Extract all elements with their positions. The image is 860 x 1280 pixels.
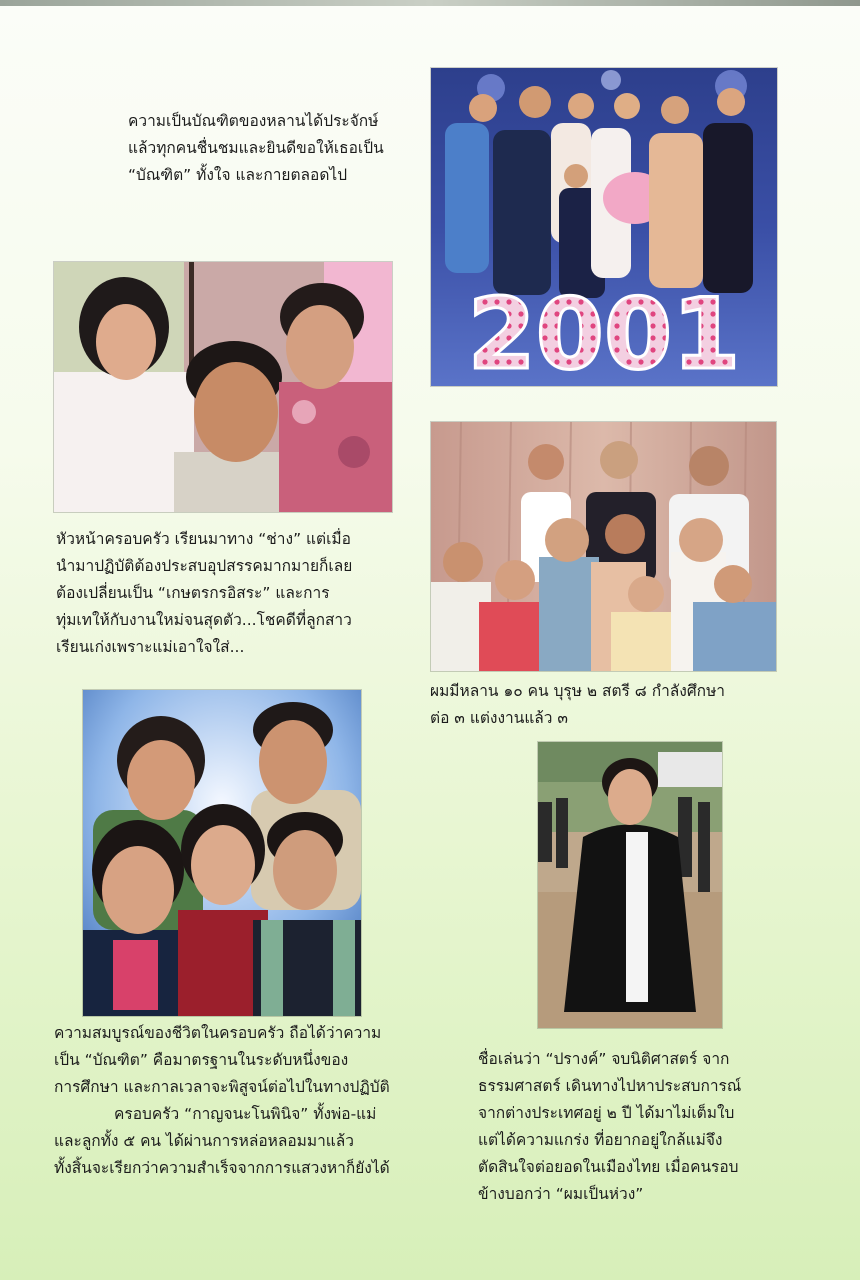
caption-line: นำมาปฏิบัติต้องประสบอุปสรรคมากมายก็เลย (56, 557, 353, 575)
caption-line: ชื่อเล่นว่า “ปรางค์” จบนิติศาสตร์ จาก (478, 1050, 730, 1068)
photo-graduation-2001 (431, 68, 777, 386)
caption-line: แต่ได้ความแกร่ง ที่อยากอยู่ใกล้แม่จึง (478, 1131, 723, 1149)
caption-line: ทั้งสิ้นจะเรียกว่าความสำเร็จจากการแสวงหาก็ยังได้ (54, 1159, 390, 1177)
caption-line: ความสมบูรณ์ของชีวิตในครอบครัว ถือได้ว่าความ (54, 1024, 382, 1042)
top-edge-strip (0, 0, 860, 6)
caption-nephews (430, 678, 725, 732)
caption-completeness (54, 1020, 390, 1182)
caption-line: ต่อ ๓ แต่งงานแล้ว ๓ (430, 709, 569, 727)
caption-family-head (56, 526, 352, 661)
caption-line: หัวหน้าครอบครัว เรียนมาทาง “ช่าง” แต่เมื่อ (56, 530, 351, 548)
caption-line: ความเป็นบัณฑิตของหลานได้ประจักษ์ (128, 112, 379, 130)
photo-nephews-nieces (431, 422, 776, 671)
caption-nickname (478, 1046, 741, 1208)
caption-line: การศึกษา และกาลเวลาจะพิสูจน์ต่อไปในทางปฏิบัติ (54, 1078, 390, 1096)
photo-family-head (54, 262, 392, 512)
photo-family-portrait (83, 690, 361, 1016)
caption-line: เรียนเก่งเพราะแม่เอาใจใส่... (56, 638, 245, 656)
caption-line: ข้างบอกว่า “ผมเป็นห่วง” (478, 1185, 644, 1203)
caption-line: ครอบครัว “กาญจนะโนพินิจ” ทั้งพ่อ-แม่ (114, 1105, 377, 1123)
caption-line: ผมมีหลาน ๑๐ คน บุรุษ ๒ สตรี ๘ กำลังศึกษา (430, 682, 725, 700)
photo-daughter-graduation (538, 742, 722, 1028)
caption-line: “บัณฑิต” ทั้งใจ และกายตลอดไป (128, 166, 348, 184)
photo-year-text: 2001 (467, 278, 741, 386)
caption-line: ต้องเปลี่ยนเป็น “เกษตรกรอิสระ” และการ (56, 584, 330, 602)
caption-graduation (128, 108, 384, 189)
caption-line: ตัดสินใจต่อยอดในเมืองไทย เมื่อคนรอบ (478, 1158, 739, 1176)
caption-line: แล้วทุกคนชื่นชมและยินดีขอให้เธอเป็น (128, 139, 384, 157)
caption-line: และลูกทั้ง ๕ คน ได้ผ่านการหล่อหลอมมาแล้ว (54, 1132, 354, 1150)
caption-line: เป็น “บัณฑิต” คือมาตรฐานในระดับหนึ่งของ (54, 1051, 349, 1069)
caption-line: จากต่างประเทศอยู่ ๒ ปี ได้มาไม่เต็มใบ (478, 1104, 735, 1122)
caption-line: ทุ่มเทให้กับงานใหม่จนสุดตัว...โชคดีที่ลูกสาว (56, 611, 352, 629)
caption-line: ธรรมศาสตร์ เดินทางไปหาประสบการณ์ (478, 1077, 742, 1095)
